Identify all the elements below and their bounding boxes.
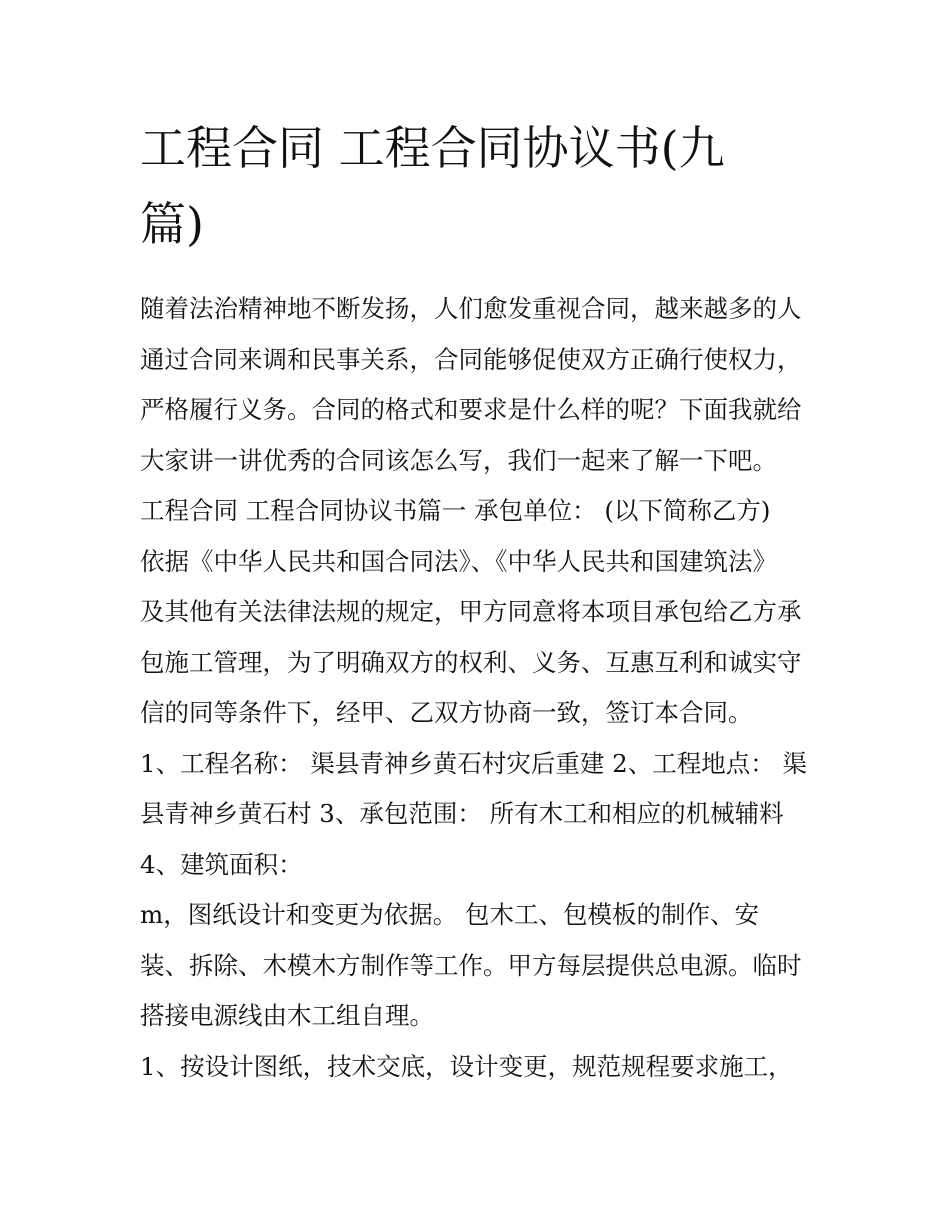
- body-line-8: 包施工管理，为了明确双方的权利、义务、互惠互利和诚实守: [140, 647, 802, 677]
- body-line-13: m，图纸设计和变更为依据。 包木工、包模板的制作、安: [140, 900, 760, 929]
- body-line-6: 依据《中华人民共和国合同法》、《中华人民共和国建筑法》: [140, 546, 777, 576]
- body-line-11: 县青神乡黄石村 3、承包范围： 所有木工和相应的机械辅料: [140, 799, 784, 828]
- body-line-3: 严格履行义务。合同的格式和要求是什么样的呢？下面我就给: [140, 395, 802, 424]
- body-line-15: 搭接电源线由木工组自理。: [140, 1001, 434, 1030]
- title-line-2: 篇): [140, 197, 204, 251]
- body-line-9: 信的同等条件下，经甲、乙双方协商一致，签订本合同。: [140, 698, 753, 727]
- document-title: [140, 110, 830, 262]
- body-line-14: 装、拆除、木模木方制作等工作。甲方每层提供总电源。临时: [140, 950, 802, 980]
- body-line-7: 及其他有关法律法规的规定，甲方同意将本项目承包给乙方承: [140, 597, 802, 626]
- document-body: [140, 284, 830, 1092]
- body-line-1: 随着法治精神地不断发扬，人们愈发重视合同，越来越多的人: [140, 294, 802, 323]
- body-line-10: 1、工程名称： 渠县青神乡黄石村灾后重建 2、工程地点： 渠: [140, 748, 808, 778]
- document-page: [140, 110, 830, 1092]
- title-line-1: 工程合同 工程合同协议书(九: [140, 121, 725, 175]
- body-line-4: 大家讲一讲优秀的合同该怎么写，我们一起来了解一下吧。: [140, 445, 777, 475]
- body-line-5: 工程合同 工程合同协议书篇一 承包单位： (以下简称乙方): [140, 496, 771, 525]
- body-line-12: 4、建筑面积：: [140, 849, 303, 879]
- body-line-2: 通过合同来调和民事关系，合同能够促使双方正确行使权力，: [140, 344, 802, 374]
- body-line-16: 1、按设计图纸，技术交底，设计变更，规范规程要求施工，: [140, 1051, 793, 1081]
